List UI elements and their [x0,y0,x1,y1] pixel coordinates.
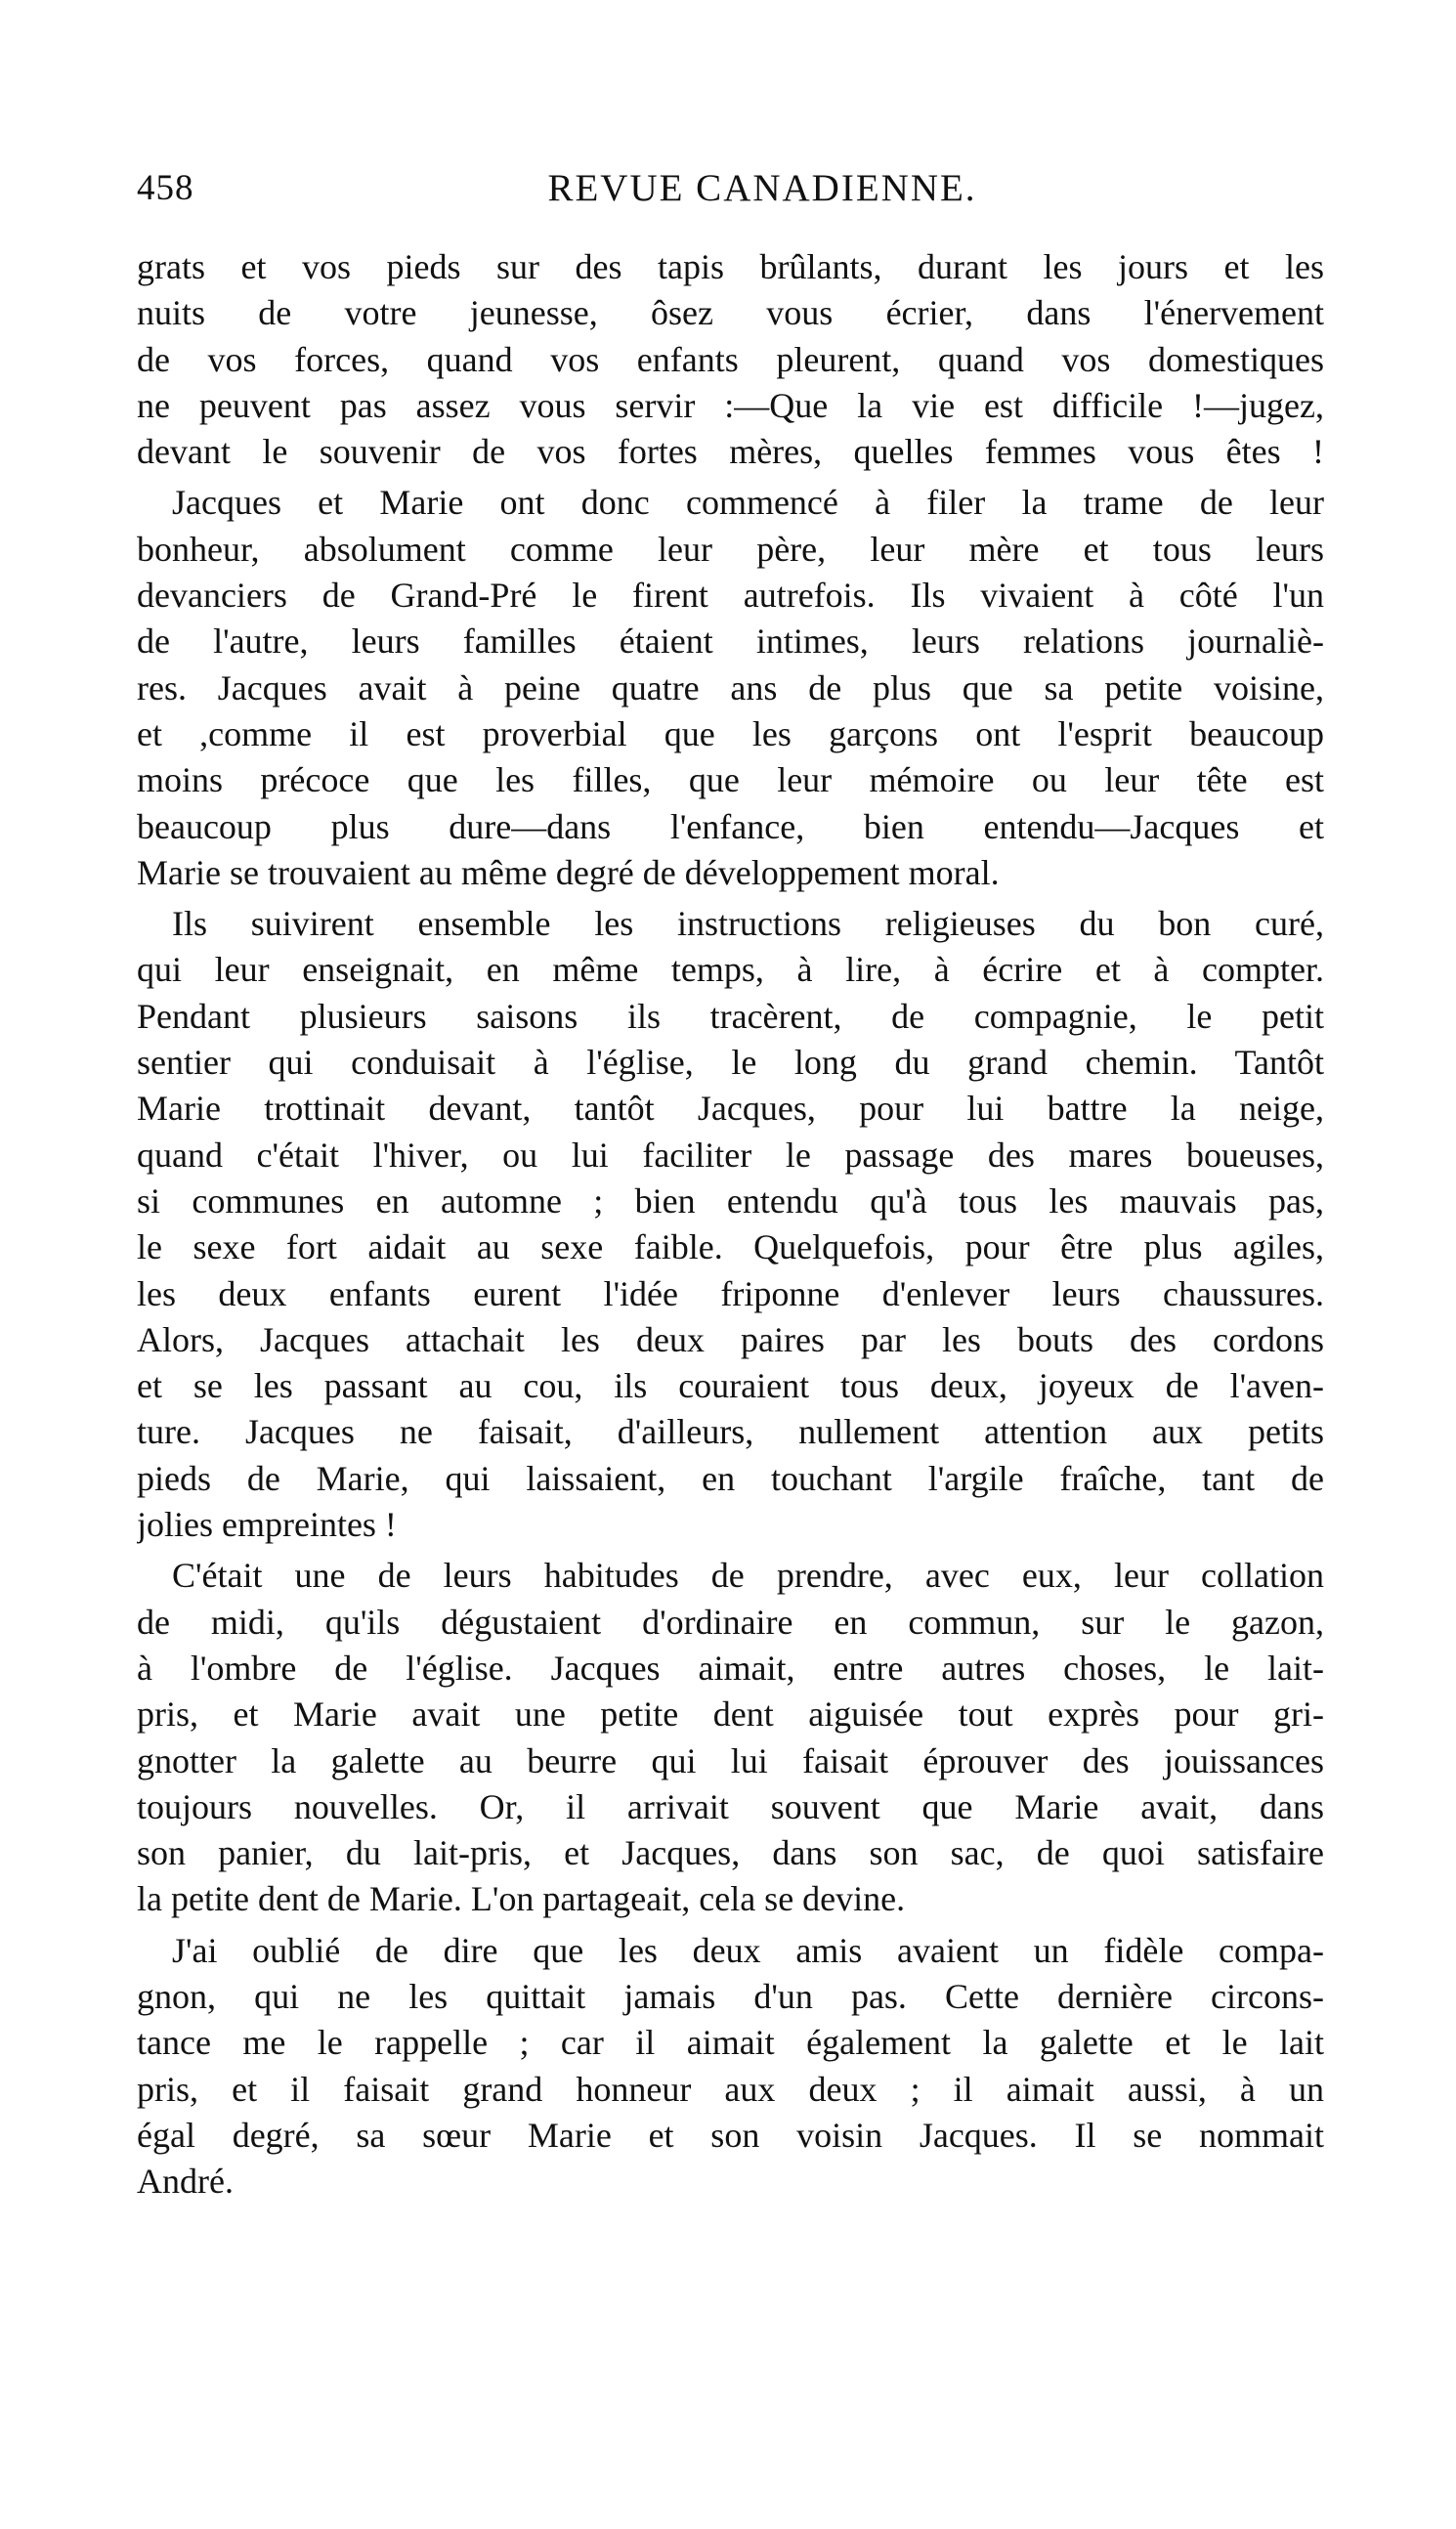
paragraph-3 [137,901,1324,1548]
text-line: André. [137,2162,234,2202]
text-line: Marie trottinait devant, tantôt Jacques, pour lui battre la neige, [137,1089,1324,1129]
text-line: devanciers de Grand-Pré le firent autrefois. Ils vivaient à côté l'un [137,576,1324,616]
paragraph-2 [137,480,1324,896]
text-line: pieds de Marie, qui laissaient, en touchant l'argile fraîche, tant de [137,1458,1324,1498]
text-line: égal degré, sa sœur Marie et son voisin Jacques. Il se nommait [137,2115,1324,2155]
text-line: beaucoup plus dure—dans l'enfance, bien entendu—Jacques et [137,806,1324,846]
text-line: le sexe fort aidait au sexe faible. Quelquefois, pour être plus agiles, [137,1227,1324,1267]
text-line: res. Jacques avait à peine quatre ans de plus que sa petite voisine, [137,667,1324,707]
text-line: de l'autre, leurs familles étaient intimes, leurs relations journaliè- [137,622,1324,662]
paragraph-4 [137,1553,1324,1922]
text-line: quand c'était l'hiver, ou lui faciliter le passage des mares boueuses, [137,1135,1324,1175]
text-line: Pendant plusieurs saisons ils tracèrent, de compagnie, le petit [137,996,1324,1036]
text-line: et se les passant au cou, ils couraient tous deux, joyeux de l'aven- [137,1366,1324,1406]
text-line: et ,comme il est proverbial que les garçons ont l'esprit beaucoup [137,713,1324,753]
text-line: si communes en automne ; bien entendu qu'à tous les mauvais pas, [137,1180,1324,1221]
paragraph-1 [137,244,1324,475]
text-line: les deux enfants eurent l'idée friponne d'enlever leurs chaussures. [137,1273,1324,1313]
text-line: son panier, du lait-pris, et Jacques, dans son sac, de quoi satisfaire [137,1833,1324,1873]
text-line: de midi, qu'ils dégustaient d'ordinaire en commun, sur le gazon, [137,1602,1324,1642]
text-line: sentier qui conduisait à l'église, le long du grand chemin. Tantôt [137,1043,1324,1083]
text-line: gnotter la galette au beurre qui lui faisait éprouver des jouissances [137,1740,1324,1780]
running-title: REVUE CANADIENNE. [547,167,977,209]
text-line: la petite dent de Marie. L'on partageait, cela se devine. [137,1879,906,1919]
body-text [137,244,1324,2205]
text-line: tance me le rappelle ; car il aimait également la galette et le lait [137,2023,1324,2063]
text-line: Ils suivirent ensemble les instructions religieuses du bon curé, [172,904,1324,944]
text-line: Alors, Jacques attachait les deux paires par les bouts des cordons [137,1319,1324,1359]
text-line: toujours nouvelles. Or, il arrivait souvent que Marie avait, dans [137,1786,1324,1826]
text-line: grats et vos pieds sur des tapis brûlants, durant les jours et les [137,247,1324,286]
text-line: bonheur, absolument comme leur père, leur mère et tous leurs [137,529,1324,569]
text-line: pris, et Marie avait une petite dent aiguisée tout exprès pour gri- [137,1694,1324,1735]
text-line: de vos forces, quand vos enfants pleurent, quand vos domestiques [137,339,1324,379]
text-line: jolies empreintes ! [137,1505,397,1545]
text-line: à l'ombre de l'église. Jacques aimait, entre autres choses, le lait- [137,1648,1324,1688]
text-line: qui leur enseignait, en même temps, à lire, à écrire et à compter. [137,950,1324,990]
paragraph-5 [137,1928,1324,2206]
text-line: gnon, qui ne les quittait jamais d'un pas. Cette dernière circons- [137,1976,1324,2016]
text-line: C'était une de leurs habitudes de prendre, avec eux, leur collation [172,1556,1324,1596]
text-line: nuits de votre jeunesse, ôsez vous écrier, dans l'énervement [137,293,1324,333]
page-number: 458 [137,168,194,208]
page-header [137,164,1329,213]
text-line: ne peuvent pas assez vous servir :—Que la vie est difficile !—jugez, [137,385,1324,425]
text-line: ture. Jacques ne faisait, d'ailleurs, nullement attention aux petits [137,1412,1324,1452]
text-line: Marie se trouvaient au même degré de développement moral. [137,852,1000,892]
text-line: J'ai oublié de dire que les deux amis avaient un fidèle compa- [172,1930,1324,1970]
text-line: devant le souvenir de vos fortes mères, quelles femmes vous êtes ! [137,432,1324,472]
text-line: moins précoce que les filles, que leur mémoire ou leur tête est [137,760,1324,800]
text-line: pris, et il faisait grand honneur aux deux ; il aimait aussi, à un [137,2069,1324,2109]
text-line: Jacques et Marie ont donc commencé à filer la trame de leur [172,483,1324,523]
